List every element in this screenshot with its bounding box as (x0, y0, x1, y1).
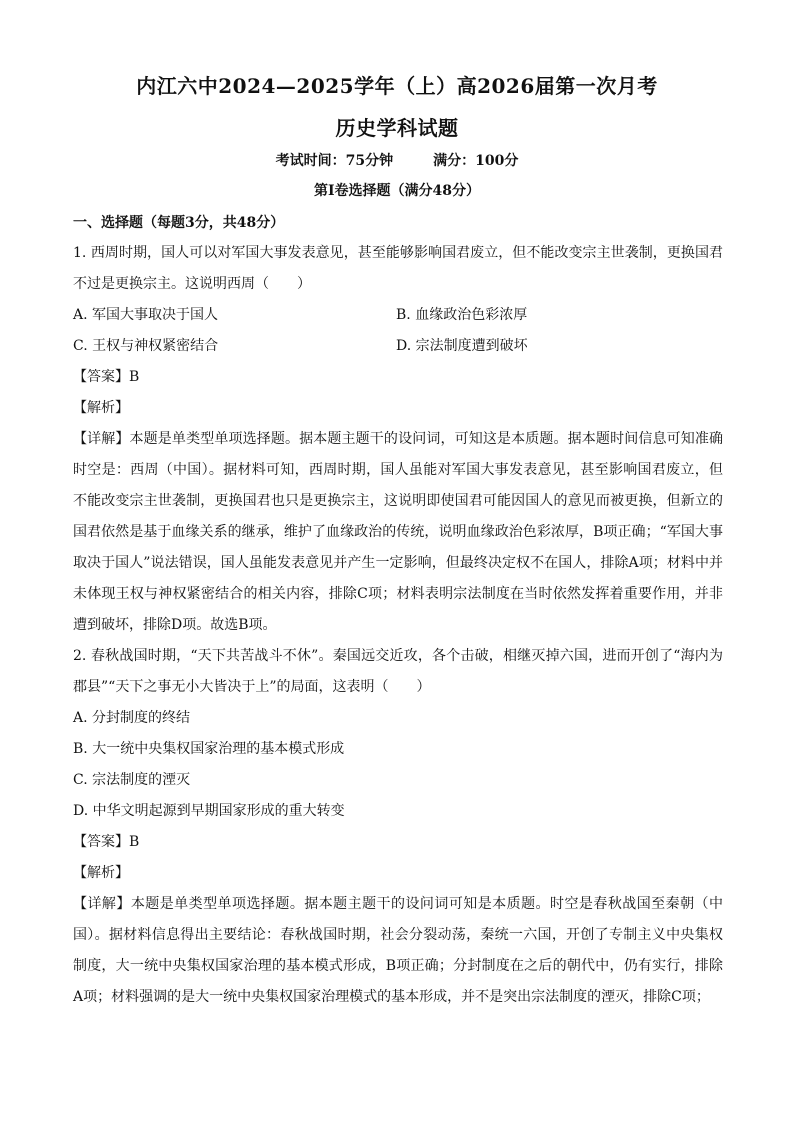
q1-option-b: B. 血缘政治色彩浓厚 (396, 307, 528, 323)
q1-detail: 【详解】本题是单类型单项选择题。据本题主题干的设问词，可知这是本质题。据本题时间信息可知准确时空是：西周（中国）。据材料可知，西周时期，国人虽能对军国大事发表意见，甚至影响国君废立，但不能改变宗主世袭制，更换国君也只是更换宗主，这说明即使国君可能因国人的意见而被更换，但新立的国君依然是基于血缘关系的继承，维护了血缘政治的传统，说明血缘政治色彩浓厚，B项正确；“军国大事取决于国人”说法错误，国人虽能发表意见并产生一定影响，但最终决定权不在国人，排除A项；材料中并未体现王权与神权紧密结合的相关内容，排除C项；材料表明宗法制度在当时依然发挥着重要作用，并非遭到破坏，排除D项。故选B项。 (73, 431, 723, 633)
q1-option-c: C. 王权与神权紧密结合 (73, 338, 219, 354)
q1-option-d: D. 宗法制度遭到破坏 (396, 338, 528, 354)
q2-option-b: B. 大一统中央集权国家治理的基本模式形成 (73, 741, 345, 757)
q2-option-a: A. 分封制度的终结 (73, 710, 191, 726)
q1-options-row2 (73, 331, 723, 362)
q1-analysis-label: 【解析】 (73, 400, 129, 416)
q1-stem: 1. 西周时期，国人可以对军国大事发表意见，甚至能够影响国君废立，但不能改变宗主世袭制，更换国君不过是更换宗主。这说明西周（ ） (73, 245, 723, 292)
exam-time: 考试时间：75分钟 (275, 153, 394, 169)
q2-answer: 【答案】B (73, 834, 140, 850)
q2-option-c: C. 宗法制度的湮灭 (73, 772, 191, 788)
exam-meta (0, 150, 794, 170)
q2-detail: 【详解】本题是单类型单项选择题。据本题主题干的设问词可知是本质题。时空是春秋战国至秦朝（中国）。据材料信息得出主要结论：春秋战国时期，社会分裂动荡，秦统一六国，开创了专制主义中央集权制度，大一统中央集权国家治理的基本模式形成，B项正确；分封制度在之后的朝代中，仍有实行，排除A项；材料强调的是大一统中央集权国家治理模式的基本形成，并不是突出宗法制度的湮灭，排除C项； (73, 896, 723, 1005)
q1-answer: 【答案】B (73, 369, 140, 385)
question-content (73, 238, 723, 1013)
exam-subtitle: 历史学科试题 (335, 116, 459, 140)
q2-option-d: D. 中华文明起源到早期国家形成的重大转变 (73, 803, 345, 819)
exam-title: 内江六中2024—2025学年（上）高2026届第一次月考 (136, 74, 658, 98)
section-heading: 第Ⅰ卷选择题（满分48分） (313, 183, 481, 199)
q2-stem: 2. 春秋战国时期，“天下共苦战斗不休”。秦国远交近攻，各个击破，相继灭掉六国，进而开创了“海内为郡县”“天下之事无小大皆决于上”的局面，这表明（ ） (73, 648, 723, 695)
q2-analysis-label: 【解析】 (73, 865, 129, 881)
q1-option-a: A. 军国大事取决于国人 (73, 307, 219, 323)
part-heading: 一、选择题（每题3分，共48分） (73, 215, 285, 231)
exam-score: 满分：100分 (433, 153, 519, 169)
q1-options-row1 (73, 300, 723, 331)
